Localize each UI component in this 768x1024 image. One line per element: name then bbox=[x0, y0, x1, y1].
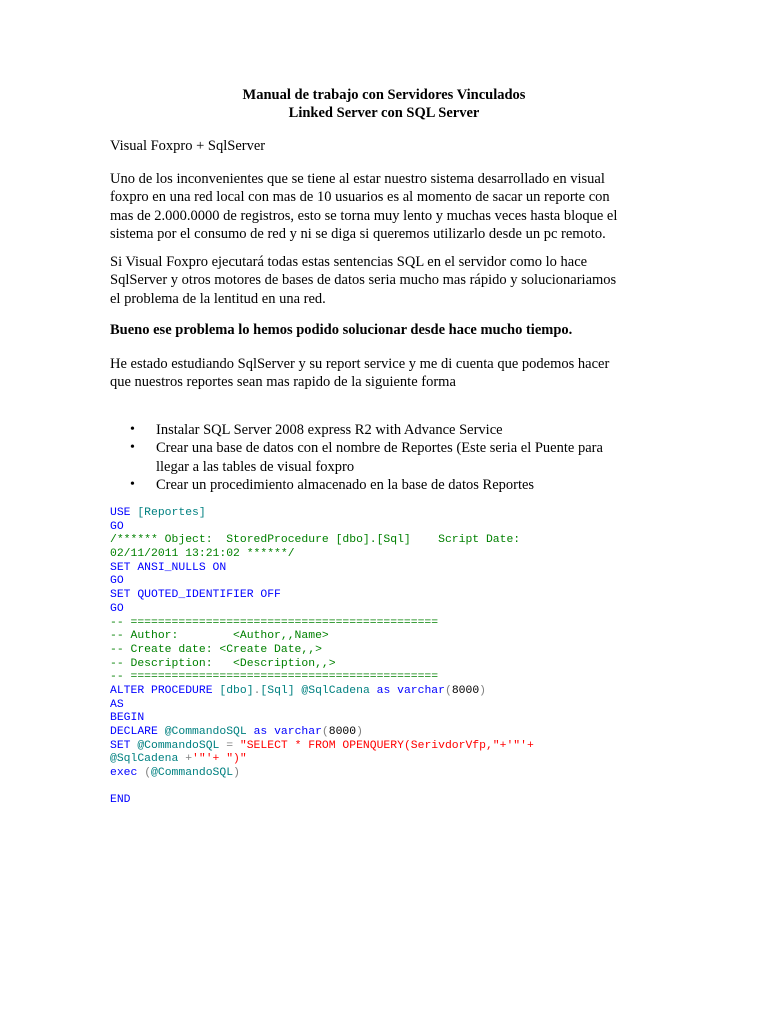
bullet-icon: • bbox=[130, 440, 135, 456]
list-item bbox=[110, 439, 670, 476]
list-item-text: Crear un procedimiento almacenado en la base de datos Reportes bbox=[156, 477, 535, 494]
code-token: 8000 bbox=[451, 684, 480, 697]
code-token: = bbox=[226, 739, 240, 752]
code-token: -- Create date: <Create Date,,> bbox=[110, 643, 322, 656]
code-token: GO bbox=[110, 602, 124, 615]
code-token: 02/11/2011 13:21:02 ******/ bbox=[110, 548, 295, 561]
code-token: ALTER PROCEDURE bbox=[110, 684, 220, 697]
paragraph-line: SqlServer y otros motores de bases de datos seria mucho mas rápido y solucionariamos bbox=[110, 272, 617, 289]
code-token: @CommandoSQL bbox=[137, 739, 227, 752]
code-token: -- ============================================= bbox=[110, 616, 439, 629]
list-item-text: Instalar SQL Server 2008 express R2 with Advance Service bbox=[156, 422, 503, 438]
code-line bbox=[110, 794, 730, 808]
code-token: /****** Object: StoredProcedure [dbo].[Sql] Script Date: bbox=[110, 534, 521, 547]
paragraph-line: el problema de la lentitud en una red. bbox=[110, 290, 326, 307]
code-line bbox=[110, 753, 730, 767]
list-item-text: Crear una base de datos con el nombre de Reportes (Este seria el Puente para bbox=[156, 440, 603, 457]
code-token: . bbox=[253, 684, 261, 697]
code-token: ( bbox=[444, 684, 452, 697]
code-line bbox=[110, 699, 730, 713]
list-item-text: llegar a las tables de visual foxpro bbox=[156, 458, 355, 475]
code-line bbox=[110, 671, 730, 685]
paragraph-line: Si Visual Foxpro ejecutará todas estas sentencias SQL en el servidor como lo hace bbox=[110, 254, 588, 270]
code-line bbox=[110, 589, 730, 603]
intro-line: Visual Foxpro + SqlServer bbox=[110, 138, 266, 154]
code-token: + bbox=[185, 753, 193, 766]
paragraph-visual-foxpro bbox=[110, 253, 670, 308]
paragraph-line: He estado estudiando SqlServer y su report service y me di cuenta que podemos hacer bbox=[110, 356, 610, 372]
paragraph-line: que nuestros reportes sean mas rapido de la siguiente forma bbox=[110, 374, 456, 391]
paragraph-line: foxpro en una red local con mas de 10 usuarios es al momento de sacar un reporte con bbox=[110, 189, 610, 206]
code-line bbox=[110, 534, 730, 548]
code-token: BEGIN bbox=[110, 712, 145, 725]
code-line bbox=[110, 685, 730, 699]
code-token: -- Description: <Description,,> bbox=[110, 657, 336, 670]
code-token: SET ANSI_NULLS ON bbox=[110, 561, 227, 574]
code-token: GO bbox=[110, 520, 124, 533]
code-token: GO bbox=[110, 575, 124, 588]
code-token: as varchar bbox=[253, 726, 322, 738]
code-line bbox=[110, 726, 730, 740]
code-token: @SqlCadena bbox=[110, 753, 186, 766]
code-line bbox=[110, 521, 730, 535]
code-token: DECLARE bbox=[110, 726, 165, 738]
code-token: as varchar bbox=[376, 684, 445, 697]
code-token: -- ============================================= bbox=[110, 671, 439, 684]
code-token: @CommandoSQL bbox=[151, 767, 234, 780]
sql-code-block bbox=[110, 507, 730, 808]
code-token: SET QUOTED_IDENTIFIER OFF bbox=[110, 589, 281, 602]
code-token: SET bbox=[110, 739, 138, 752]
list-item bbox=[110, 476, 670, 494]
code-line bbox=[110, 617, 730, 631]
code-line bbox=[110, 767, 730, 781]
bold-statement: Bueno ese problema lo hemos podido solucionar desde hace mucho tiempo. bbox=[110, 322, 573, 338]
code-token: USE bbox=[110, 507, 138, 519]
bullet-icon: • bbox=[130, 422, 135, 437]
code-token: '"'+ ")" bbox=[192, 753, 247, 766]
code-token: exec bbox=[110, 767, 145, 780]
code-token: END bbox=[110, 794, 131, 807]
document-subtitle-title: Linked Server con SQL Server bbox=[288, 105, 480, 121]
code-line bbox=[110, 781, 730, 795]
code-token: ( bbox=[144, 767, 152, 780]
code-token: ( bbox=[321, 726, 329, 738]
code-token: -- Author: <Author,,Name> bbox=[110, 630, 329, 643]
code-token: ) bbox=[356, 726, 363, 738]
code-token: [dbo] bbox=[219, 684, 254, 697]
code-token: "SELECT * FROM OPENQUERY(SerivdorVfp,"+'"'+ bbox=[239, 739, 534, 752]
bullet-icon: • bbox=[130, 477, 135, 493]
code-token: AS bbox=[110, 698, 124, 711]
code-line bbox=[110, 644, 730, 658]
code-token: 8000 bbox=[328, 726, 357, 738]
code-line bbox=[110, 548, 730, 562]
code-line bbox=[110, 562, 730, 576]
paragraph-line: mas de 2.000.0000 de registros, esto se torna muy lento y muchas veces hasta bloque el bbox=[110, 207, 618, 224]
code-token: ) bbox=[479, 684, 487, 697]
code-line bbox=[110, 740, 730, 754]
code-line bbox=[110, 507, 730, 521]
code-token: ) bbox=[233, 767, 240, 780]
code-line bbox=[110, 630, 730, 644]
paragraph-line: sistema por el consumo de red y ni se diga si queremos utilizarlo desde un pc remoto. bbox=[110, 226, 606, 243]
code-line bbox=[110, 658, 730, 672]
document-title: Manual de trabajo con Servidores Vinculados bbox=[242, 87, 526, 103]
code-line bbox=[110, 712, 730, 726]
code-token: [Sql] @SqlCadena bbox=[260, 684, 377, 697]
paragraph-estudiando bbox=[110, 355, 670, 392]
code-line bbox=[110, 603, 730, 617]
code-token: [Reportes] bbox=[137, 507, 206, 519]
code-line bbox=[110, 575, 730, 589]
paragraph-inconvenientes bbox=[110, 170, 670, 244]
paragraph-line: Uno de los inconvenientes que se tiene al estar nuestro sistema desarrollado en visual bbox=[110, 171, 605, 187]
code-token bbox=[110, 781, 117, 793]
code-token: @CommandoSQL bbox=[164, 726, 254, 738]
list-item bbox=[110, 421, 670, 439]
steps-list bbox=[110, 421, 670, 495]
